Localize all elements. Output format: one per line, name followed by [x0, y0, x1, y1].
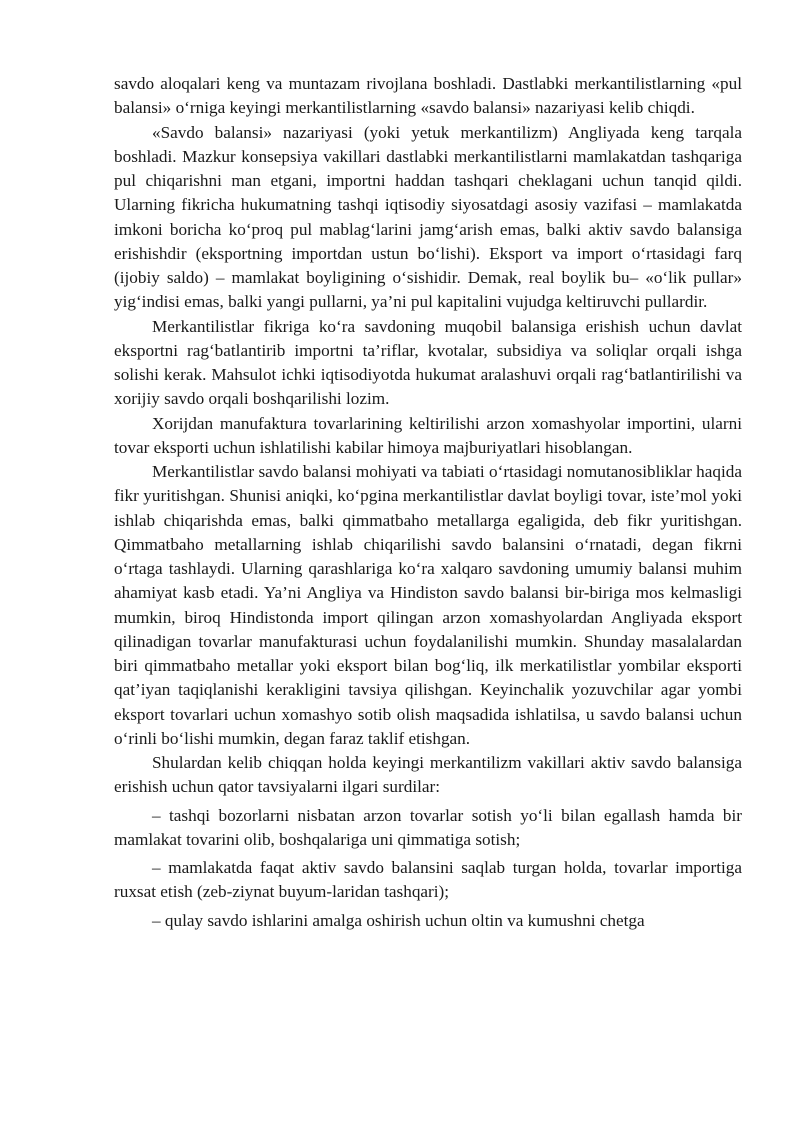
paragraph-merkantilistlar-fikri: Merkantilistlar fikriga ko‘ra savdoning muqobil balansiga erishish uchun davlat eksportni rag‘batlantirib importni ta’riflar, kvotalar, subsidiya va soliqlar orqali ishga solishi kerak. Mahsulot ichki iqtisodiyotda hukumat aralashuvi orqali rag‘batlantirilishi va xorijiy savdo orqali boshqarilishi lozim. [114, 316, 742, 409]
paragraph-tavsiyalar-intro: Shulardan kelib chiqqan holda keyingi merkantilizm vakillari aktiv savdo balansiga erishish uchun qator tavsiyalarni ilgari surdilar: [114, 753, 742, 797]
document-page [114, 72, 742, 933]
list-item: – tashqi bozorlarni nisbatan arzon tovarlar sotish yo‘li bilan egallash hamda bir mamlakat tovarini olib, boshqalariga uni qimmatiga sotish; [114, 805, 742, 849]
paragraph-savdo-balansi: «Savdo balansi» nazariyasi (yoki yetuk merkantilizm) Angliyada keng tarqala boshladi. Mazkur konsepsiya vakillari dastlabki merkantilistlarni mamlakatdan tashqariga pul chiqarishni man etgani, importni haddan tashqari cheklagani uchun tanqid qildi. Ularning fikricha hukumatning tashqi iqtisodiy siyosatdagi asosiy vazifasi – mamlakatda imkoni boricha ko‘proq pul mablag‘larini jamg‘arish emas, balki aktiv savdo balansiga erishishdir (eksportning importdan ustun bo‘lishi). Eksport va import o‘rtasidagi farq (ijobiy saldo) – mamlakat boyligining o‘sishidir. Demak, real boylik bu– «o‘lik pullar» yig‘indisi emas, balki yangi pullarni, ya’ni pul kapitalini vujudga keltiruvchi pullardir. [114, 122, 742, 312]
list-item: – qulay savdo ishlarini amalga oshirish uchun oltin va kumushni chetga [152, 910, 645, 930]
paragraph-manufaktura: Xorijdan manufaktura tovarlarining keltirilishi arzon xomashyolar importini, ularni tovar eksporti uchun ishlatilishi kabilar himoya majburiyatlari hisoblangan. [114, 413, 742, 457]
list-item: – mamlakatda faqat aktiv savdo balansini saqlab turgan holda, tovarlar importiga ruxsat etish (zeb-ziynat buyum-laridan tashqari); [114, 858, 742, 902]
paragraph-nomutanosibliklar: Merkantilistlar savdo balansi mohiyati va tabiati o‘rtasidagi nomutanosibliklar haqida fikr yuritishgan. Shunisi aniqki, ko‘pgina merkantilistlar davlat boyligi tovar, iste’mol yoki ishlab chiqarishda emas, balki qimmatbaho metallarga egaligida, deb fikr yuritishgan. Qimmatbaho metallarning ishlab chiqarilishi savdo balansini o‘rnatadi, degan fikrni o‘rtaga tashlaydi. Ularning qarashlariga ko‘ra xalqaro savdoning umumiy balansi muhim ahamiyat kasb etadi. Ya’ni Angliya va Hindiston savdo balansi bir-biriga mos kelmasligi mumkin, biroq Hindistonda import qilingan arzon xomashyolardan Angliyada eksport qilinadigan tovarlar manufakturasi uchun foydalanilishi mumkin. Shunday masalalardan biri qimmatbaho metallar yoki eksport bilan bog‘liq, ilk merkatilistlar yombilar eksporti qat’iyan taqiqlanishi kerakligini tavsiya qilishgan. Keyinchalik yozuvchilar agar yombi eksport tovarlari uchun xomashyo sotib olish maqsadida ishlatilsa, u savdo balansi uchun o‘rinli bo‘lishi mumkin, degan faraz taklif etishgan. [114, 462, 742, 748]
paragraph-continuation: savdo aloqalari keng va muntazam rivojlana boshladi. Dastlabki merkantilistlarning «pul balansi» o‘rniga keyingi merkantilistlarning «savdo balansi» nazariyasi kelib chiqdi. [114, 74, 742, 118]
